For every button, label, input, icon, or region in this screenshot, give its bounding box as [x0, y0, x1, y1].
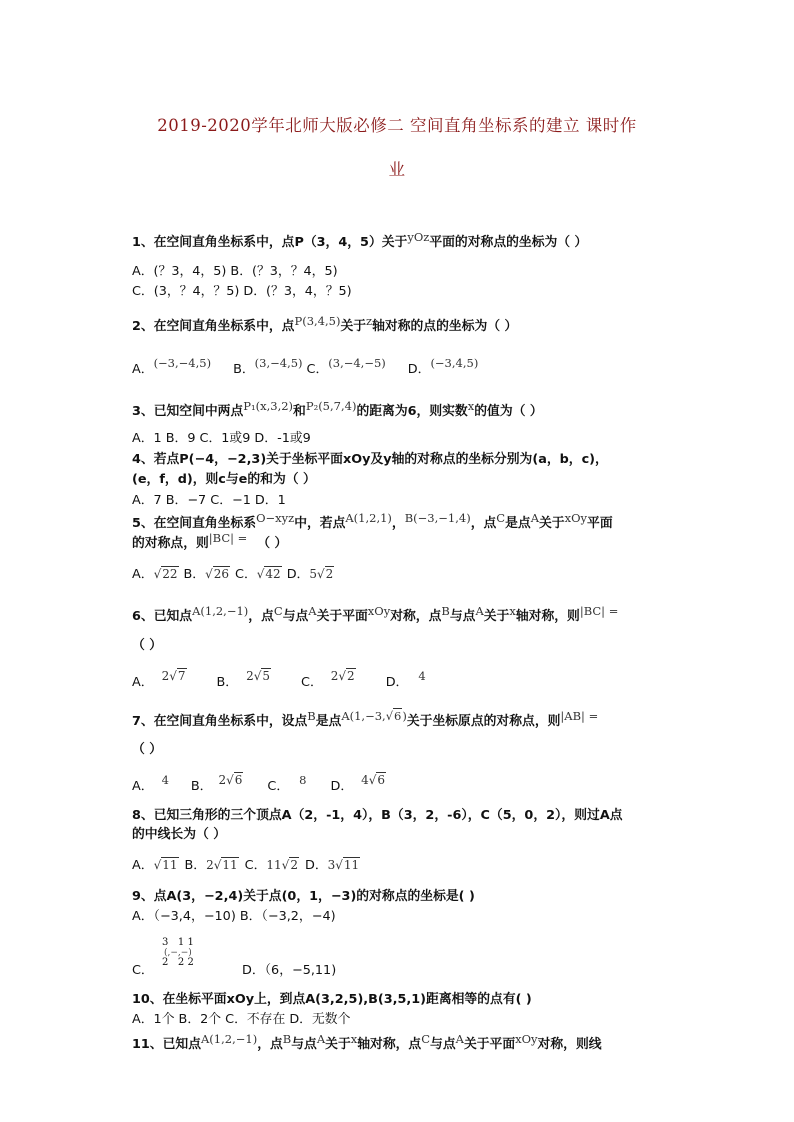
q3-point-2: P₂(5,7,4)	[305, 399, 357, 413]
q5-point-b: B(−3,−1,4)	[404, 511, 471, 525]
q6-option-d-value: 4	[418, 669, 426, 683]
q5-answer-paren: （ ）	[257, 536, 288, 551]
q2-text-b: 关于	[340, 319, 367, 334]
q7-text-a: 7、在空间直角坐标系中，设点	[132, 714, 308, 729]
q1-text-a: 1、在空间直角坐标系中，点P（3，4，5）关于	[132, 235, 408, 250]
q11-text-c: 与点	[291, 1037, 317, 1052]
question-10-stem: 10、在坐标平面xOy上，到点A(3,2,5),B(3,5,1)距离相等的点有( )	[132, 992, 532, 1007]
q11-text-e: 轴对称，点	[357, 1037, 422, 1052]
q1-text-b: 平面的对称点的坐标为（ ）	[429, 235, 588, 250]
question-5-options	[132, 565, 334, 584]
q6-point-a-ref-2: A	[475, 604, 484, 618]
q5-point-a: A(1,2,1)	[345, 511, 392, 525]
question-2-options	[132, 356, 479, 379]
q5-text-g: 的对称点，则	[132, 536, 209, 551]
q2-point: P(3,4,5)	[294, 314, 341, 328]
document-title-line-2: 业	[388, 160, 406, 179]
q5-plane: xOy	[564, 511, 588, 525]
q3-text-c: 的距离为6，则实数	[356, 404, 468, 419]
q9-option-c-value: 3 1 1 (,−,−) 2 2 2	[162, 937, 194, 968]
q9-option-d: D．（6，−5,11)	[242, 963, 337, 978]
question-11-stem	[132, 1032, 602, 1054]
q11-point-a-ref-2: A	[455, 1032, 464, 1046]
question-3-options: A．1 B．9 C．1或9 D．-1或9	[132, 431, 311, 446]
q7-point-a: A(1,−3,√6)	[341, 709, 407, 723]
q6-option-c-label: C．	[301, 675, 323, 690]
q6-text-f: 与点	[449, 609, 476, 624]
q6-option-a-label: A．	[132, 675, 154, 690]
q11-point-b: B	[282, 1032, 292, 1046]
q7-option-d-value: 4√6	[361, 773, 386, 787]
q2-text-c: 轴对称的点的坐标为（ ）	[372, 319, 518, 334]
q6-point-a: A(1,2,−1)	[192, 604, 249, 618]
q5-option-c-value: √42	[256, 567, 281, 581]
question-7-stem	[132, 709, 599, 731]
q5-text-f: 平面	[587, 516, 613, 531]
q11-point-a: A(1,2,−1)	[201, 1032, 258, 1046]
question-1-options-row-1: A．(？3，4，5) B．(？3，？4，5)	[132, 264, 338, 279]
question-6-answer-paren: （ ）	[132, 638, 163, 653]
question-2-stem	[132, 314, 518, 336]
q8-option-b-value: 2√11	[206, 858, 238, 872]
q5-text-b: 中，若点	[294, 516, 346, 531]
q2-option-b-value: (3,−4,5)	[254, 356, 303, 370]
q5-text-e: 关于	[539, 516, 565, 531]
question-7-answer-paren: （ ）	[132, 742, 163, 757]
q5-point-c: C	[496, 511, 506, 525]
q5-option-b-label: B．	[183, 567, 206, 582]
document-title-line-1: 2019-2020学年北师大版必修二 空间直角坐标系的建立 课时作	[157, 116, 637, 135]
q5-option-d-label: D．	[286, 567, 310, 582]
q5-option-a-label: A．	[132, 567, 154, 582]
q2-option-a-label: A．	[132, 362, 154, 377]
q7-distance-ab: |AB| =	[560, 709, 599, 723]
q7-text-c: 关于坐标原点的对称点，则	[406, 714, 561, 729]
q5-option-c-label: C．	[235, 567, 257, 582]
q7-option-a-value: 4	[161, 773, 169, 787]
q8-option-a-value: √11	[153, 858, 178, 872]
q5-system: O−xyz	[256, 511, 295, 525]
q11-text-g: 关于平面	[463, 1037, 516, 1052]
q5-text-c: ，点	[470, 516, 497, 531]
q6-point-a-ref: A	[308, 604, 317, 618]
q6-option-d-label: D．	[385, 675, 409, 690]
q11-text-d: 关于	[325, 1037, 351, 1052]
q6-text-a: 6、已知点	[132, 609, 193, 624]
q5-separator: ，	[391, 516, 405, 531]
question-6-options	[132, 669, 426, 692]
q6-option-b-value: 2√5	[246, 669, 271, 683]
q6-text-c: 与点	[282, 609, 309, 624]
q6-plane: xOy	[367, 604, 391, 618]
q3-text-a: 3、已知空间中两点	[132, 404, 244, 419]
q6-text-d: 关于平面	[316, 609, 368, 624]
q8-option-b-label: B．	[184, 858, 207, 873]
q7-option-c-label: C．	[267, 779, 290, 794]
question-5-stem-line-1	[132, 511, 613, 533]
q6-point-b: B	[441, 604, 450, 618]
q6-option-a-value: 2√7	[161, 669, 186, 683]
q3-point-1: P₁(x,3,2)	[243, 399, 294, 413]
q6-text-g: 关于	[483, 609, 510, 624]
q7-text-b: 是点	[315, 714, 342, 729]
q7-option-d-label: D．	[330, 779, 354, 794]
q5-option-b-value: √26	[205, 567, 230, 581]
q6-distance-bc: |BC| =	[579, 604, 619, 618]
question-10-options: A．1个 B．2个 C．不存在 D．无数个	[132, 1012, 351, 1027]
q11-text-h: 对称，则线	[537, 1037, 602, 1052]
q7-point-b: B	[307, 709, 316, 723]
question-4-options: A．7 B．−7 C．−1 D．1	[132, 493, 286, 508]
q7-option-c-value: 8	[299, 773, 307, 787]
q2-option-c-value: (3,−4,−5)	[328, 356, 386, 370]
q6-text-e: 对称，点	[390, 609, 442, 624]
q8-option-d-label: D．	[304, 858, 328, 873]
q5-option-d-value: 5√2	[309, 567, 334, 581]
q2-option-a-value: (−3,−4,5)	[153, 356, 212, 370]
question-6-stem	[132, 604, 619, 626]
q5-distance-bc: |BC| =	[208, 531, 248, 545]
q11-text-b: ，点	[257, 1037, 283, 1052]
question-7-options	[132, 773, 386, 796]
q3-variable: x	[467, 399, 475, 413]
q6-text-b: ，点	[248, 609, 274, 624]
q7-option-a-label: A．	[132, 779, 154, 794]
q5-point-a-ref: A	[530, 511, 539, 525]
q6-text-h: 轴对称，则	[515, 609, 580, 624]
q6-option-b-label: B．	[216, 675, 239, 690]
q7-option-b-value: 2√6	[218, 773, 243, 787]
question-8-stem-line-1: 8、已知三角形的三个顶点A（2，-1，4），B（3，2，-6），C（5，0，2），则过A点	[132, 808, 623, 823]
q2-option-d-value: (−3,4,5)	[430, 356, 479, 370]
q9-option-c-label: C．	[132, 963, 154, 978]
question-5-stem-line-2	[132, 531, 288, 553]
q11-text-f: 与点	[430, 1037, 456, 1052]
q8-option-d-value: 3√11	[327, 858, 360, 872]
question-1-options-row-2: C．(3，？4，？5) D．(？3，4，？5)	[132, 284, 352, 299]
q11-plane: xOy	[515, 1032, 538, 1046]
q11-point-a-ref: A	[316, 1032, 326, 1046]
question-3-stem	[132, 399, 543, 421]
question-1-stem	[132, 230, 588, 252]
question-8-options	[132, 856, 360, 875]
q2-option-c-label: C．	[306, 362, 329, 377]
q2-text-a: 2、在空间直角坐标系中，点	[132, 319, 295, 334]
q8-option-c-value: 11√2	[266, 858, 298, 872]
q7-option-b-label: B．	[190, 779, 213, 794]
q11-point-c: C	[421, 1032, 431, 1046]
question-4-stem-line-2: (e，f，d)，则c与e的和为（ ）	[132, 472, 316, 487]
q11-axis: x	[350, 1032, 358, 1046]
q8-option-c-label: C．	[244, 858, 267, 873]
q2-axis: z	[366, 314, 373, 328]
q8-option-a-label: A．	[132, 858, 154, 873]
q5-option-a-value: √22	[153, 567, 178, 581]
q3-text-d: 的值为（ ）	[474, 404, 543, 419]
q6-point-c: C	[273, 604, 283, 618]
question-9-options-row-1: A．（−3,4，−10) B．（−3,2，−4)	[132, 909, 336, 924]
q2-option-b-label: B．	[233, 362, 255, 377]
question-9-stem: 9、点A(3，−2,4)关于点(0，1，−3)的对称点的坐标是( )	[132, 889, 475, 904]
q11-text-a: 11、已知点	[132, 1037, 201, 1052]
q6-option-c-value: 2√2	[330, 669, 355, 683]
q6-axis: x	[509, 604, 516, 618]
q2-option-d-label: D．	[407, 362, 431, 377]
question-8-stem-line-2: 的中线长为（ ）	[132, 827, 227, 842]
q5-text-d: 是点	[505, 516, 531, 531]
q5-text-a: 5、在空间直角坐标系	[132, 516, 257, 531]
question-4-stem-line-1: 4、若点P(−4，−2,3)关于坐标平面xOy及y轴的对称点的坐标分别为(a，b，c)，	[132, 452, 608, 467]
q3-text-b: 和	[293, 404, 306, 419]
q1-plane-symbol: yOz	[407, 230, 430, 244]
